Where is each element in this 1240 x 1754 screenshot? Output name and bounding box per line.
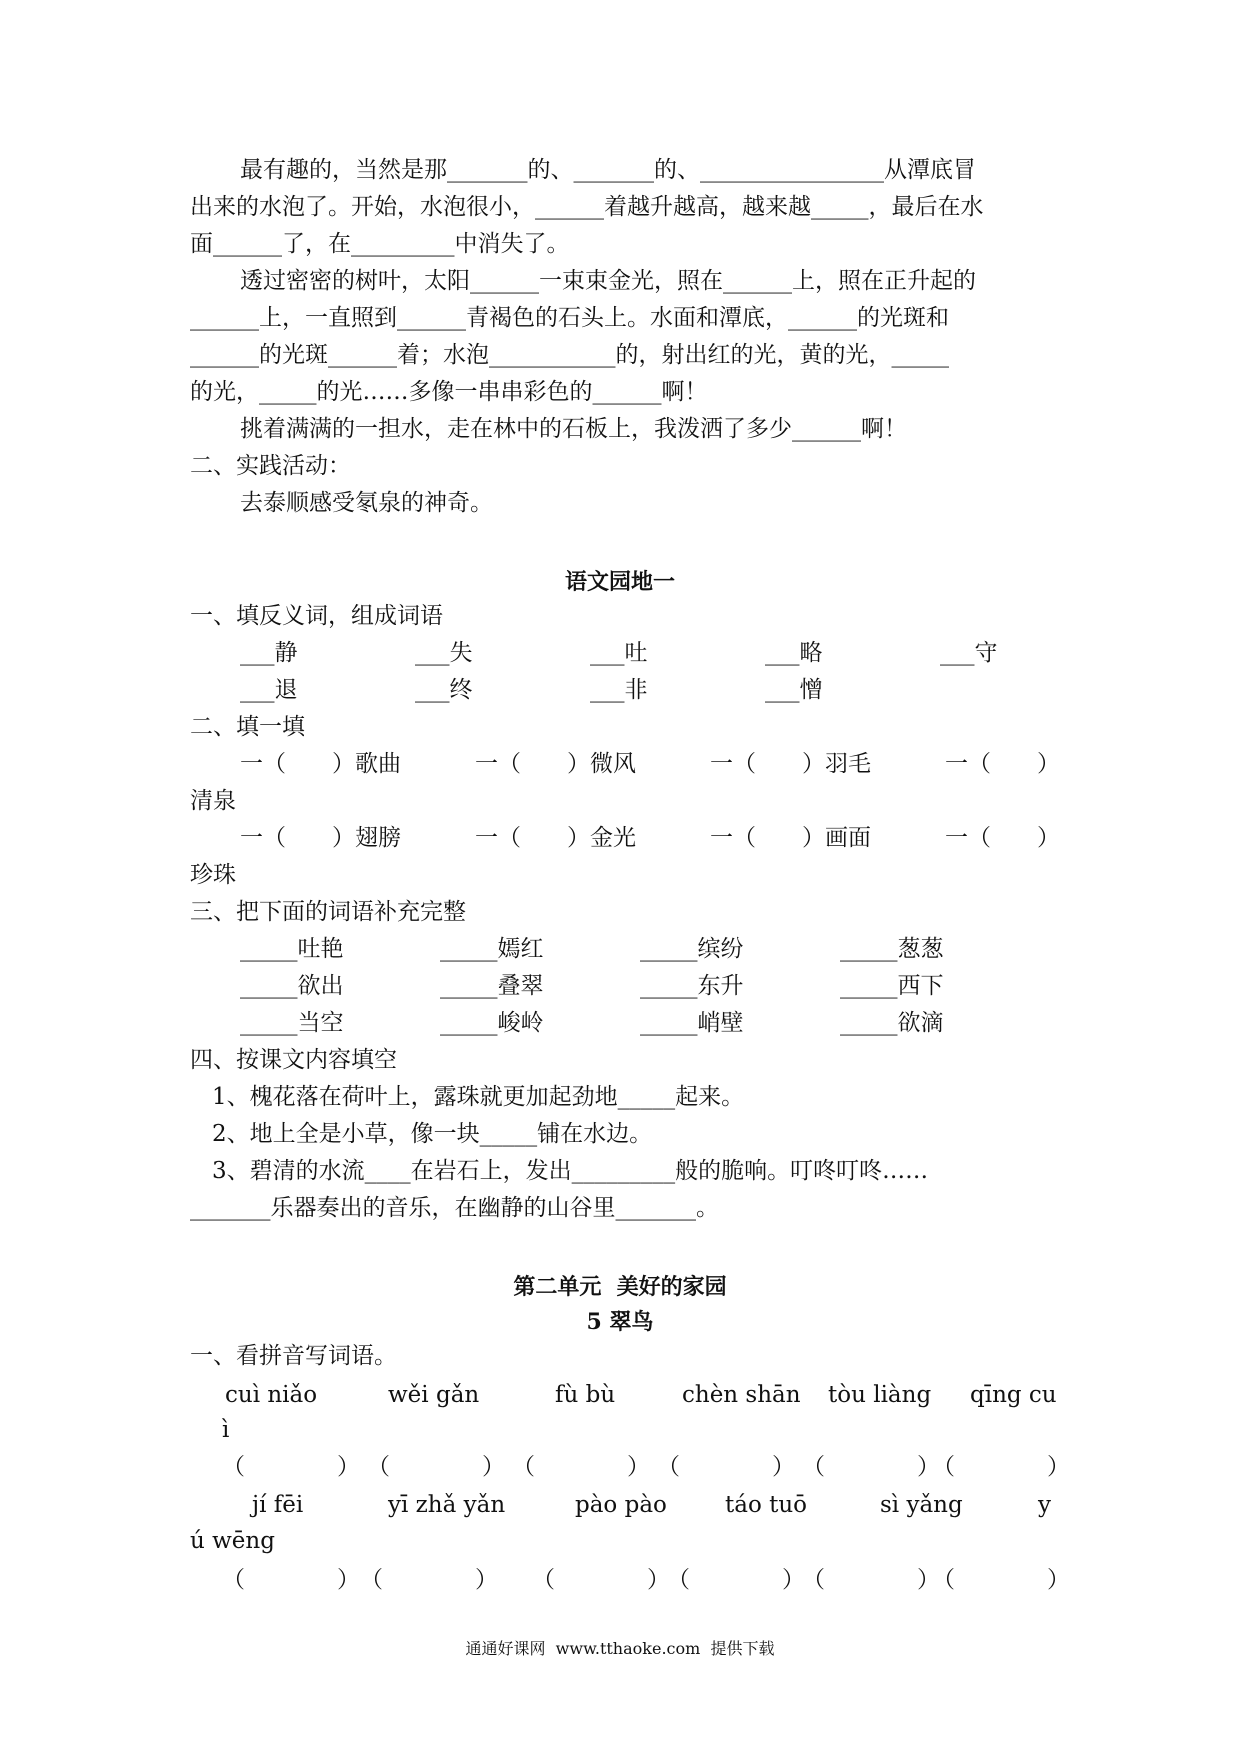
passage-line: 面______了，在_________中消失了。: [190, 231, 570, 257]
idiom-item: _____葱葱: [840, 936, 944, 962]
answer-bracket: （ ）: [222, 1567, 360, 1593]
page-footer: 通通好课网 www.tthaoke.com 提供下载: [465, 1639, 775, 1658]
activity-text: 去泰顺感受氡泉的神奇。: [240, 490, 493, 516]
idiom-item: _____峭壁: [640, 1010, 744, 1036]
passage-line: 最有趣的，当然是那_______的、_______的、________________从潭底冒: [240, 157, 976, 183]
antonym-item: ___非: [590, 677, 648, 703]
exercise-heading: 一、填反义词，组成词语: [190, 603, 443, 629]
exercise-heading: 二、填一填: [190, 714, 305, 740]
antonym-item: ___吐: [590, 640, 648, 666]
antonym-item: ___静: [240, 640, 298, 666]
measure-word-item: 一（ ）歌曲: [240, 751, 401, 777]
answer-bracket: （ ）: [932, 1567, 1070, 1593]
answer-bracket: （ ）: [802, 1454, 940, 1480]
measure-word-item: 一（ ）翅膀: [240, 825, 401, 851]
fill-blank-item: 3、碧清的水流____在岩石上，发出_________般的脆响。叮咚叮咚……: [212, 1158, 929, 1184]
antonym-item: ___失: [415, 640, 473, 666]
measure-word-item: 一（ ）羽毛: [710, 751, 871, 777]
passage-line: 透过密密的树叶，太阳______一束束金光，照在______上，照在正升起的: [240, 268, 976, 294]
idiom-item: _____欲滴: [840, 1010, 944, 1036]
pinyin-item: táo tuō: [725, 1492, 808, 1518]
antonym-item: ___略: [765, 640, 823, 666]
antonym-item: ___退: [240, 677, 298, 703]
pinyin-item: qīng cu: [970, 1382, 1057, 1408]
exercise-heading: 三、把下面的词语补充完整: [190, 899, 466, 925]
answer-bracket: （ ）: [360, 1567, 498, 1593]
passage-line: 出来的水泡了。开始，水泡很小，______着越升越高，越来越_____，最后在水: [190, 194, 984, 220]
antonym-item: ___憎: [765, 677, 823, 703]
idiom-item: _____叠翠: [440, 973, 544, 999]
idiom-item: _____峻岭: [440, 1010, 544, 1036]
measure-word-wrap: 清泉: [190, 788, 236, 814]
section-title: 语文园地一: [564, 569, 675, 595]
antonym-item: ___守: [940, 640, 998, 666]
measure-word-item: 一（ ）微风: [475, 751, 636, 777]
idiom-item: _____缤纷: [640, 936, 744, 962]
passage-line: ______的光斑______着；水泡___________的，射出红的光，黄的光，_____: [190, 342, 949, 368]
answer-bracket: （ ）: [222, 1454, 360, 1480]
pinyin-item: jí fēi: [252, 1492, 304, 1518]
idiom-item: _____欲出: [240, 973, 344, 999]
pinyin-item: yī zhǎ yǎn: [388, 1492, 506, 1518]
answer-bracket: （ ）: [802, 1567, 940, 1593]
idiom-item: _____嫣红: [440, 936, 544, 962]
answer-bracket: （ ）: [367, 1454, 505, 1480]
pinyin-item: chèn shān: [682, 1382, 801, 1408]
measure-word-item: 一（ ）: [945, 751, 1060, 777]
answer-bracket: （ ）: [657, 1454, 795, 1480]
pinyin-item: tòu liàng: [828, 1382, 932, 1408]
measure-word-wrap: 珍珠: [190, 862, 236, 888]
fill-blank-item: 2、地上全是小草，像一块_____铺在水边。: [212, 1121, 653, 1147]
idiom-item: _____当空: [240, 1010, 344, 1036]
unit-title: 第二单元 美好的家园: [513, 1274, 727, 1300]
pinyin-item: fù bù: [555, 1382, 616, 1408]
pinyin-wrap: ú wēng: [190, 1528, 275, 1554]
answer-bracket: （ ）: [932, 1454, 1070, 1480]
idiom-item: _____西下: [840, 973, 944, 999]
exercise-heading: 一、看拼音写词语。: [190, 1343, 397, 1369]
passage-line: ______上，一直照到______青褐色的石头上。水面和潭底，______的光斑和: [190, 305, 949, 331]
answer-bracket: （ ）: [512, 1454, 650, 1480]
pinyin-item: wěi gǎn: [388, 1382, 480, 1408]
answer-bracket: （ ）: [532, 1567, 670, 1593]
fill-blank-item: 1、槐花落在荷叶上，露珠就更加起劲地_____起来。: [212, 1084, 745, 1110]
lesson-title: 5 翠鸟: [586, 1309, 654, 1335]
answer-bracket: （ ）: [667, 1567, 805, 1593]
pinyin-wrap: ì: [222, 1417, 230, 1443]
pinyin-item: pào pào: [575, 1492, 667, 1518]
idiom-item: _____东升: [640, 973, 744, 999]
measure-word-item: 一（ ）画面: [710, 825, 871, 851]
fill-blank-item: _______乐器奏出的音乐，在幽静的山谷里_______。: [190, 1195, 719, 1221]
exercise-heading: 四、按课文内容填空: [190, 1047, 397, 1073]
measure-word-item: 一（ ）: [945, 825, 1060, 851]
pinyin-item: sì yǎng: [880, 1492, 963, 1518]
measure-word-item: 一（ ）金光: [475, 825, 636, 851]
pinyin-item: y: [1038, 1492, 1051, 1518]
pinyin-item: cuì niǎo: [225, 1382, 318, 1408]
antonym-item: ___终: [415, 677, 473, 703]
passage-line: 的光，_____的光……多像一串串彩色的______啊！: [190, 379, 708, 405]
passage-line: 挑着满满的一担水，走在林中的石板上，我泼洒了多少______啊！: [240, 416, 907, 442]
activity-heading: 二、实践活动：: [190, 453, 351, 479]
idiom-item: _____吐艳: [240, 936, 344, 962]
